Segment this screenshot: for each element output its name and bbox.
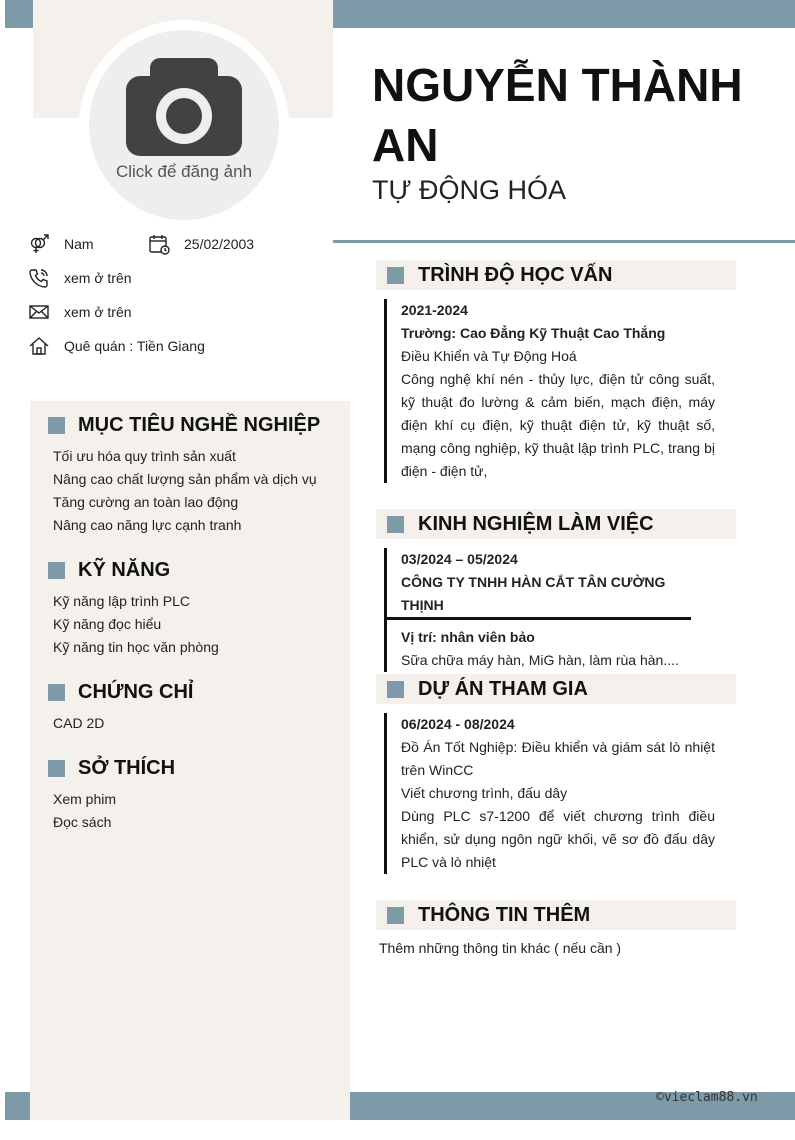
section-marker [48, 562, 65, 579]
phone-icon [28, 267, 50, 289]
certificates-title: CHỨNG CHỈ [48, 681, 193, 704]
mail-icon [28, 301, 50, 323]
list-item: Kỹ năng lập trình PLC [53, 593, 190, 609]
email-info [28, 301, 132, 323]
gender-value: Nam [64, 236, 94, 252]
email-value: xem ở trên [64, 304, 132, 320]
experience-company: CÔNG TY TNHH HÀN CẮT TÂN CƯỜNG THỊNH [401, 574, 666, 613]
candidate-name: NGUYỄN THÀNH AN [372, 59, 743, 171]
phone-info [28, 267, 132, 289]
project-line: Viết chương trình, đấu dây [401, 785, 568, 801]
section-marker [48, 760, 65, 777]
home-icon [28, 335, 50, 357]
list-item: Tối ưu hóa quy trình sản xuất [53, 448, 236, 464]
photo-caption: Click để đăng ảnh [115, 162, 253, 181]
education-major: Điều Khiển và Tự Động Hoá [401, 348, 577, 364]
project-line: Dùng PLC s7-1200 để viết chương trình điều khiển, sử dụng ngôn ngữ khối, vẽ sơ đồ đấu dây PLC và lò nhiệt [401, 808, 715, 870]
extra-header: THÔNG TIN THÊM [376, 900, 736, 930]
education-period: 2021-2024 [401, 302, 468, 318]
list-item: Tăng cường an toàn lao động [53, 494, 239, 510]
section-marker [387, 907, 404, 924]
project-period: 06/2024 - 08/2024 [401, 716, 515, 732]
list-item: Kỹ năng tin học văn phòng [53, 639, 219, 655]
phone-value: xem ở trên [64, 270, 132, 286]
section-marker [387, 516, 404, 533]
objective-list [53, 445, 317, 537]
extra-text: Thêm những thông tin khác ( nếu cần ) [379, 940, 622, 956]
list-item: Đọc sách [53, 814, 112, 830]
skills-list [53, 590, 219, 659]
skills-title: KỸ NĂNG [48, 559, 170, 582]
experience-position: Vị trí: nhân viên bảo [401, 629, 535, 645]
list-item: Kỹ năng đọc hiểu [53, 616, 162, 632]
objective-title: MỤC TIÊU NGHỀ NGHIỆP [48, 414, 320, 437]
gender-icon [28, 233, 50, 255]
birthday-info [148, 233, 254, 255]
list-item: Nâng cao năng lực cạnh tranh [53, 517, 242, 533]
birthday-value: 25/02/2003 [184, 236, 255, 252]
job-title: TỰ ĐỘNG HÓA [372, 175, 567, 205]
photo-upload-button[interactable] [89, 30, 279, 220]
project-line: Đồ Án Tốt Nghiệp: Điều khiển và giám sát lò nhiệt trên WinCC [401, 739, 715, 778]
hometown-value: Quê quán : Tiền Giang [64, 338, 205, 354]
section-marker [48, 684, 65, 701]
hobbies-title: SỞ THÍCH [48, 757, 175, 780]
section-marker [387, 267, 404, 284]
experience-description: Sữa chữa máy hàn, MiG hàn, làm rùa hàn.... [401, 652, 679, 668]
list-item: Nâng cao chất lượng sản phẩm và dịch vụ [53, 471, 317, 487]
projects-header: DỰ ÁN THAM GIA [376, 674, 736, 704]
gender-info [28, 233, 94, 255]
education-school: Trường: Cao Đẳng Kỹ Thuật Cao Thắng [401, 325, 666, 341]
camera-icon [126, 58, 242, 158]
education-header: TRÌNH ĐỘ HỌC VẤN [376, 260, 736, 290]
experience-body [384, 548, 715, 672]
projects-body [384, 713, 715, 874]
education-body [384, 299, 715, 483]
list-item: Xem phim [53, 791, 117, 807]
experience-header: KINH NGHIỆM LÀM VIỆC [376, 509, 736, 539]
experience-period: 03/2024 – 05/2024 [401, 551, 518, 567]
watermark: ©vieclam88.vn [656, 1090, 758, 1105]
section-marker [48, 417, 65, 434]
calendar-icon [148, 233, 170, 255]
hobbies-list [53, 788, 116, 834]
education-description: Công nghệ khí nén - thủy lực, điện tử công suất, kỹ thuật đo lường & cảm biến, mạch điện, máy điện khí cụ điện, kỹ thuật điện tử, kỹ thuật số, mạng công nghiệp, kỹ thuật lập trình PLC, trang bị điện - điện tử, [401, 371, 715, 479]
list-item: CAD 2D [53, 715, 105, 731]
certificates-list [53, 712, 104, 735]
section-marker [387, 681, 404, 698]
hometown-info [28, 335, 205, 357]
header-divider [333, 240, 795, 243]
